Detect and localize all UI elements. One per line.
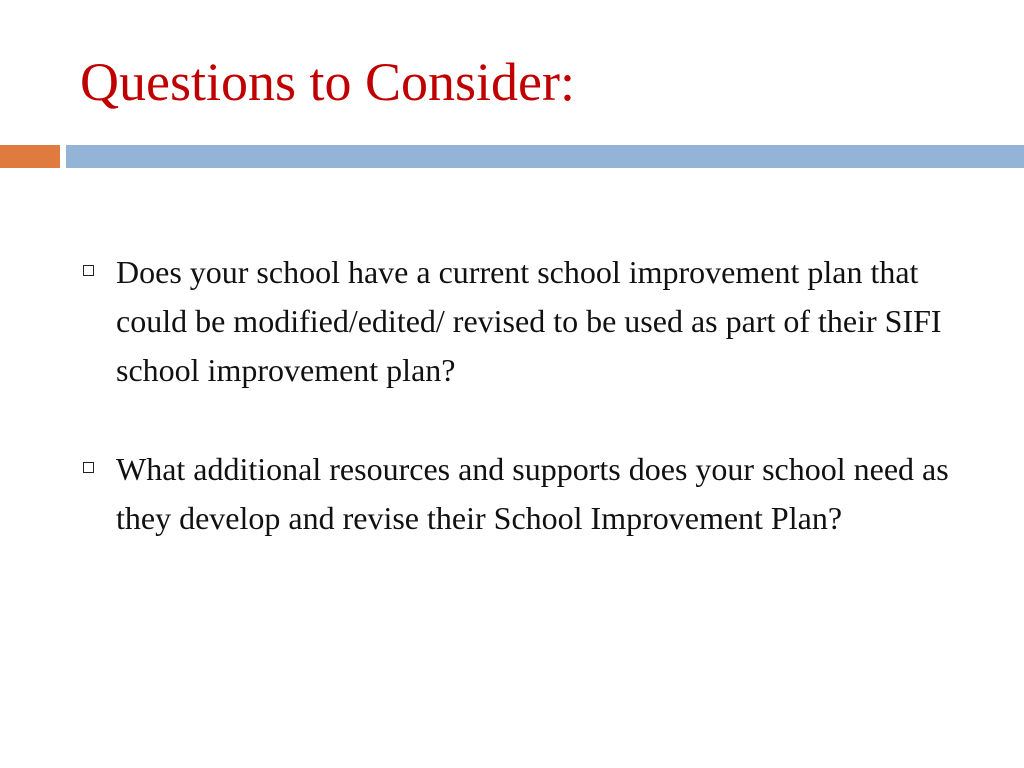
title-divider-bar [66,145,1024,168]
hollow-square-icon [83,462,94,473]
slide-title: Questions to Consider: [80,52,575,112]
bullet-text: Does your school have a current school improvement plan that could be modified/edited/ revised to be used as part of their SIFI school improvement plan? [116,254,942,388]
bullet-item [80,445,960,543]
bullet-text: What additional resources and supports does your school need as they develop and revise their School Improvement Plan? [116,451,949,536]
title-accent-bar [0,145,60,168]
bullet-list [80,248,960,593]
bullet-item [80,248,960,395]
hollow-square-icon [83,265,94,276]
